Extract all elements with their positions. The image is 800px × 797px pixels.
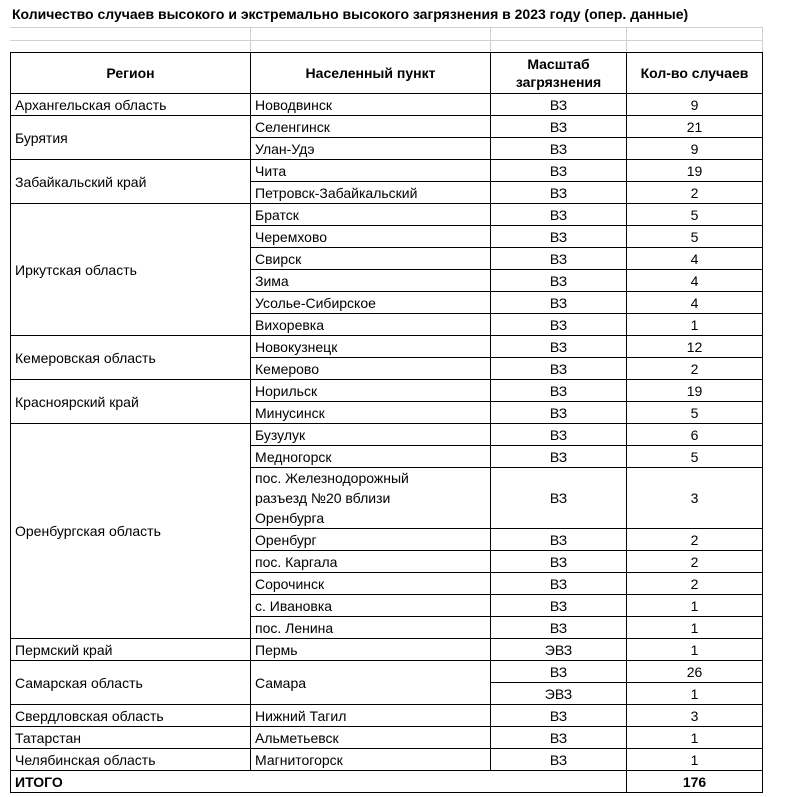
scale-cell[interactable]: ВЗ xyxy=(491,529,627,551)
count-cell[interactable]: 1 xyxy=(627,595,763,617)
count-cell[interactable]: 2 xyxy=(627,358,763,380)
city-cell[interactable]: Селенгинск xyxy=(251,116,491,138)
pollution-table xyxy=(10,52,763,793)
scale-cell[interactable]: ВЗ xyxy=(491,226,627,248)
total-value[interactable]: 176 xyxy=(627,771,763,793)
count-cell[interactable]: 2 xyxy=(627,182,763,204)
table-row xyxy=(11,727,763,749)
header-count: Кол-во случаев xyxy=(627,53,763,94)
region-cell[interactable]: Кемеровская область xyxy=(11,336,251,380)
region-cell[interactable]: Красноярский край xyxy=(11,380,251,424)
city-cell[interactable]: Норильск xyxy=(251,380,491,402)
scale-cell[interactable]: ВЗ xyxy=(491,424,627,446)
count-cell[interactable]: 12 xyxy=(627,336,763,358)
city-cell[interactable]: Улан-Удэ xyxy=(251,138,491,160)
city-cell[interactable]: с. Ивановка xyxy=(251,595,491,617)
count-cell[interactable]: 4 xyxy=(627,248,763,270)
city-cell[interactable]: пос. Каргала xyxy=(251,551,491,573)
scale-cell[interactable]: ВЗ xyxy=(491,336,627,358)
city-cell[interactable]: Самара xyxy=(251,661,491,705)
table-row xyxy=(11,424,763,446)
scale-cell[interactable]: ВЗ xyxy=(491,358,627,380)
count-cell[interactable]: 1 xyxy=(627,639,763,661)
grid-line xyxy=(10,27,762,28)
city-cell[interactable]: Медногорск xyxy=(251,446,491,468)
city-cell[interactable]: Чита xyxy=(251,160,491,182)
total-row xyxy=(11,771,763,793)
header-row xyxy=(11,53,763,94)
table-row xyxy=(11,204,763,226)
scale-cell[interactable]: ВЗ xyxy=(491,116,627,138)
scale-cell[interactable]: ВЗ xyxy=(491,551,627,573)
table-body xyxy=(11,94,763,793)
count-cell[interactable]: 1 xyxy=(627,314,763,336)
city-cell[interactable]: Усолье-Сибирское xyxy=(251,292,491,314)
grid-line xyxy=(762,27,763,52)
city-cell[interactable]: Нижний Тагил xyxy=(251,705,491,727)
total-label[interactable]: ИТОГО xyxy=(11,771,627,793)
scale-cell[interactable]: ВЗ xyxy=(491,661,627,683)
city-cell[interactable]: Минусинск xyxy=(251,402,491,424)
region-cell[interactable]: Свердловская область xyxy=(11,705,251,727)
header-region: Регион xyxy=(11,53,251,94)
city-cell[interactable]: Вихоревка xyxy=(251,314,491,336)
city-cell[interactable]: Сорочинск xyxy=(251,573,491,595)
city-cell-line: разъезд №20 вблизи xyxy=(255,490,391,506)
scale-cell[interactable]: ВЗ xyxy=(491,182,627,204)
region-cell[interactable]: Самарская область xyxy=(11,661,251,705)
scale-cell[interactable]: ВЗ xyxy=(491,749,627,771)
scale-cell[interactable]: ВЗ xyxy=(491,94,627,116)
city-cell[interactable]: Оренбург xyxy=(251,529,491,551)
table-row xyxy=(11,380,763,402)
count-cell[interactable]: 1 xyxy=(627,683,763,705)
header-scale-line2: загрязнения xyxy=(515,74,602,90)
scale-cell[interactable]: ВЗ xyxy=(491,380,627,402)
region-cell[interactable]: Оренбургская область xyxy=(11,424,251,639)
grid-line xyxy=(626,27,627,52)
table-row xyxy=(11,94,763,116)
scale-cell[interactable]: ВЗ xyxy=(491,270,627,292)
scale-cell[interactable]: ЭВЗ xyxy=(491,683,627,705)
scale-cell[interactable]: ВЗ xyxy=(491,160,627,182)
count-cell[interactable]: 6 xyxy=(627,424,763,446)
city-cell[interactable] xyxy=(251,468,491,529)
scale-cell[interactable]: ВЗ xyxy=(491,248,627,270)
region-cell[interactable]: Татарстан xyxy=(11,727,251,749)
city-cell[interactable]: Свирск xyxy=(251,248,491,270)
count-cell[interactable]: 4 xyxy=(627,270,763,292)
header-scale-line1: Масштаб xyxy=(527,56,590,72)
city-cell[interactable]: Новодвинск xyxy=(251,94,491,116)
count-cell[interactable]: 3 xyxy=(627,468,763,529)
table-row xyxy=(11,336,763,358)
count-cell[interactable]: 5 xyxy=(627,446,763,468)
table-row xyxy=(11,639,763,661)
scale-cell[interactable]: ВЗ xyxy=(491,402,627,424)
scale-cell[interactable]: ВЗ xyxy=(491,468,627,529)
city-cell[interactable]: Пермь xyxy=(251,639,491,661)
header-city: Населенный пункт xyxy=(251,53,491,94)
city-cell[interactable]: Братск xyxy=(251,204,491,226)
table-row xyxy=(11,661,763,683)
scale-cell[interactable]: ВЗ xyxy=(491,446,627,468)
count-cell[interactable]: 2 xyxy=(627,529,763,551)
city-cell[interactable]: Черемхово xyxy=(251,226,491,248)
region-cell[interactable]: Иркутская область xyxy=(11,204,251,336)
city-cell[interactable]: Альметьевск xyxy=(251,727,491,749)
city-cell[interactable]: Магнитогорск xyxy=(251,749,491,771)
count-cell[interactable]: 2 xyxy=(627,551,763,573)
city-cell-line: Оренбурга xyxy=(255,510,325,526)
count-cell[interactable]: 1 xyxy=(627,749,763,771)
region-cell[interactable]: Бурятия xyxy=(11,116,251,160)
count-cell[interactable]: 5 xyxy=(627,226,763,248)
count-cell[interactable]: 9 xyxy=(627,94,763,116)
count-cell[interactable]: 5 xyxy=(627,402,763,424)
grid-line xyxy=(10,40,762,41)
city-cell[interactable]: Новокузнецк xyxy=(251,336,491,358)
scale-cell[interactable]: ВЗ xyxy=(491,138,627,160)
table-row xyxy=(11,116,763,138)
count-cell[interactable]: 3 xyxy=(627,705,763,727)
count-cell[interactable]: 19 xyxy=(627,160,763,182)
scale-cell[interactable]: ВЗ xyxy=(491,292,627,314)
count-cell[interactable]: 9 xyxy=(627,138,763,160)
count-cell[interactable]: 26 xyxy=(627,661,763,683)
scale-cell[interactable]: ВЗ xyxy=(491,204,627,226)
region-cell[interactable]: Забайкальский край xyxy=(11,160,251,204)
city-cell[interactable]: Петровск-Забайкальский xyxy=(251,182,491,204)
region-cell[interactable]: Пермский край xyxy=(11,639,251,661)
grid-line xyxy=(490,27,491,52)
city-cell[interactable]: Кемерово xyxy=(251,358,491,380)
count-cell[interactable]: 1 xyxy=(627,727,763,749)
city-cell[interactable]: Зима xyxy=(251,270,491,292)
table-row xyxy=(11,160,763,182)
count-cell[interactable]: 5 xyxy=(627,204,763,226)
count-cell[interactable]: 4 xyxy=(627,292,763,314)
scale-cell[interactable]: ВЗ xyxy=(491,705,627,727)
table-row xyxy=(11,705,763,727)
scale-cell[interactable]: ВЗ xyxy=(491,617,627,639)
count-cell[interactable]: 2 xyxy=(627,573,763,595)
scale-cell[interactable]: ВЗ xyxy=(491,314,627,336)
count-cell[interactable]: 19 xyxy=(627,380,763,402)
scale-cell[interactable]: ВЗ xyxy=(491,727,627,749)
city-cell-line: пос. Железнодорожный xyxy=(255,470,409,486)
city-cell[interactable]: пос. Ленина xyxy=(251,617,491,639)
scale-cell[interactable]: ВЗ xyxy=(491,595,627,617)
grid-line xyxy=(250,27,251,52)
header-scale xyxy=(491,53,627,94)
region-cell[interactable]: Челябинская область xyxy=(11,749,251,771)
page-title: Количество случаев высокого и экстремально высокого загрязнения в 2023 году (опер. данные) xyxy=(12,6,689,22)
table-row xyxy=(11,749,763,771)
count-cell[interactable]: 1 xyxy=(627,617,763,639)
scale-cell[interactable]: ВЗ xyxy=(491,573,627,595)
city-cell[interactable]: Бузулук xyxy=(251,424,491,446)
scale-cell[interactable]: ЭВЗ xyxy=(491,639,627,661)
region-cell[interactable]: Архангельская область xyxy=(11,94,251,116)
count-cell[interactable]: 21 xyxy=(627,116,763,138)
